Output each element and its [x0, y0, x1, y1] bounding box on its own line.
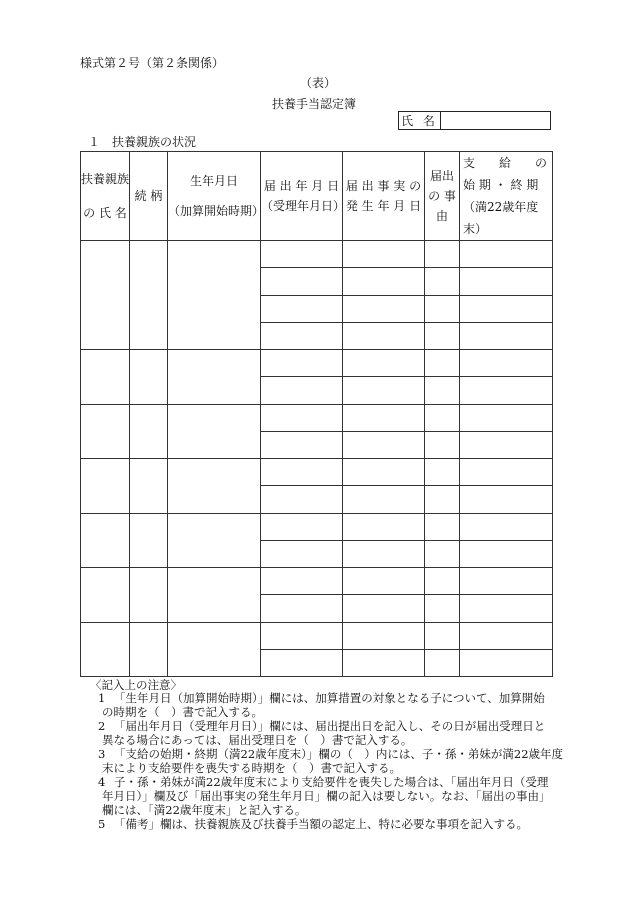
note-text-line: 年月日）」欄及び「届出事実の発生年月日」欄の記入は要しない。なお、「届出の事由」 — [102, 789, 551, 803]
period-cell[interactable] — [460, 459, 553, 486]
period-cell[interactable] — [460, 540, 553, 567]
event-date-cell[interactable] — [343, 486, 425, 513]
event-date-cell[interactable] — [343, 649, 425, 676]
header-report-date-line: 届 出 年 月 日 — [263, 179, 340, 193]
name-label: 氏 名 — [399, 112, 441, 129]
name-box — [398, 111, 551, 130]
report-date-cell[interactable] — [261, 350, 343, 377]
note-text-line: 子・孫・弟妹が満22歳年度末により支給要件を喪失した場合は、「届出年月日（受理 — [114, 775, 549, 789]
report-date-cell[interactable] — [261, 486, 343, 513]
relative-name-cell[interactable] — [81, 622, 130, 677]
relative-name-cell[interactable] — [81, 350, 130, 405]
report-date-cell[interactable] — [261, 377, 343, 404]
note-item — [98, 747, 564, 775]
reason-cell[interactable] — [425, 350, 460, 377]
event-date-cell[interactable] — [343, 268, 425, 295]
report-date-cell[interactable] — [261, 622, 343, 649]
header-reason-line: 届出 — [429, 169, 454, 183]
note-text-line: の時期を（ ）書で記入する。 — [102, 705, 263, 719]
header-period-line: （満22歳年度末） — [463, 200, 539, 236]
report-date-cell[interactable] — [261, 649, 343, 676]
report-date-cell[interactable] — [261, 404, 343, 431]
relationship-cell[interactable] — [130, 404, 168, 459]
note-number: 4 — [98, 775, 106, 789]
event-date-cell[interactable] — [343, 622, 425, 649]
note-text-line: 「生年月日（加算開始時期）」欄には、加算措置の対象となる子について、加算開始 — [114, 691, 545, 705]
period-cell[interactable] — [460, 513, 553, 540]
event-date-cell[interactable] — [343, 513, 425, 540]
birth-cell[interactable] — [168, 459, 261, 514]
note-text-line: 末により支給要件を喪失する時期を（ ）書で記入する。 — [102, 761, 401, 775]
note-number: 3 — [98, 747, 106, 761]
note-text-line: 「支給の始期・終期（満22歳年度末）」欄の（ ）内には、子・孫・弟妹が満22歳年度 — [114, 747, 564, 761]
event-date-cell[interactable] — [343, 295, 425, 322]
note-number: 1 — [98, 691, 106, 705]
table-row — [81, 241, 553, 268]
period-cell[interactable] — [460, 486, 553, 513]
form-side-label: （表） — [300, 76, 337, 90]
note-number: 5 — [98, 817, 106, 831]
period-cell[interactable] — [460, 377, 553, 404]
period-cell[interactable] — [460, 622, 553, 649]
event-date-cell[interactable] — [343, 459, 425, 486]
note-item — [98, 691, 548, 719]
header-period-line: 始 期 ・ 終 期 — [463, 178, 539, 192]
header-event-date-line: 届 出 事 実 の — [345, 179, 422, 193]
relative-name-cell[interactable] — [81, 513, 130, 568]
relationship-cell[interactable] — [130, 459, 168, 514]
period-cell[interactable] — [460, 295, 553, 322]
header-period — [460, 152, 553, 241]
header-relationship: 続 柄 — [130, 152, 168, 241]
event-date-cell[interactable] — [343, 350, 425, 377]
header-relative-name — [81, 152, 130, 241]
reason-cell[interactable] — [425, 431, 460, 458]
report-date-cell[interactable] — [261, 513, 343, 540]
period-cell[interactable] — [460, 322, 553, 349]
relationship-cell[interactable] — [130, 241, 168, 350]
header-reason-line: の 事 — [428, 189, 456, 203]
event-date-cell[interactable] — [343, 377, 425, 404]
header-report-date-line: （受理年月日） — [261, 199, 346, 213]
birth-cell[interactable] — [168, 404, 261, 459]
relative-name-cell[interactable] — [81, 568, 130, 623]
note-text-line: 異なる場合にあっては、届出受理日を（ ）書で記入する。 — [102, 733, 413, 747]
reason-cell[interactable] — [425, 540, 460, 567]
reason-cell[interactable] — [425, 241, 460, 268]
report-date-cell[interactable] — [261, 241, 343, 268]
event-date-cell[interactable] — [343, 431, 425, 458]
birth-cell[interactable] — [168, 350, 261, 405]
period-cell[interactable] — [460, 568, 553, 595]
table-row — [81, 459, 553, 486]
period-cell[interactable] — [460, 595, 553, 622]
reason-cell[interactable] — [425, 595, 460, 622]
header-reason — [425, 152, 460, 241]
report-date-cell[interactable] — [261, 295, 343, 322]
event-date-cell[interactable] — [343, 322, 425, 349]
note-text-line: 「備考」欄は、扶養親族及び扶養手当額の認定上、特に必要な事項を記入する。 — [114, 817, 528, 831]
reason-cell[interactable] — [425, 513, 460, 540]
name-field[interactable] — [441, 112, 550, 129]
reason-cell[interactable] — [425, 322, 460, 349]
page-title: 扶養手当認定簿 — [272, 97, 357, 111]
header-relative-name-line: 扶養親族 — [81, 172, 130, 186]
table-body — [81, 241, 553, 677]
report-date-cell[interactable] — [261, 431, 343, 458]
reason-cell[interactable] — [425, 404, 460, 431]
header-relative-name-line: の 氏 名 — [83, 206, 127, 220]
note-item — [98, 817, 548, 831]
header-row — [81, 152, 553, 241]
report-date-cell[interactable] — [261, 322, 343, 349]
note-number: 2 — [98, 719, 106, 733]
note-text-line: 「届出年月日（受理年月日）」欄には、届出提出日を記入し、その日が届出受理日と — [114, 719, 546, 733]
table-row — [81, 513, 553, 540]
period-cell[interactable] — [460, 649, 553, 676]
period-cell[interactable] — [460, 350, 553, 377]
birth-cell[interactable] — [168, 241, 261, 350]
reason-cell[interactable] — [425, 568, 460, 595]
report-date-cell[interactable] — [261, 268, 343, 295]
reason-cell[interactable] — [425, 377, 460, 404]
table-row — [81, 568, 553, 595]
report-date-cell[interactable] — [261, 540, 343, 567]
reason-cell[interactable] — [425, 622, 460, 649]
header-period-line: 支 給 の — [463, 156, 548, 170]
period-cell[interactable] — [460, 431, 553, 458]
relative-name-cell[interactable] — [81, 241, 130, 350]
report-date-cell[interactable] — [261, 459, 343, 486]
reason-cell[interactable] — [425, 459, 460, 486]
reason-cell[interactable] — [425, 268, 460, 295]
relationship-cell[interactable] — [130, 622, 168, 677]
birth-cell[interactable] — [168, 622, 261, 677]
notes-title: 〈記入上の注意〉 — [90, 678, 182, 692]
event-date-cell[interactable] — [343, 404, 425, 431]
header-birth-line: 生年月日 — [189, 174, 238, 188]
report-date-cell[interactable] — [261, 568, 343, 595]
reason-cell[interactable] — [425, 486, 460, 513]
note-item — [98, 719, 548, 747]
relative-name-cell[interactable] — [81, 404, 130, 459]
event-date-cell[interactable] — [343, 595, 425, 622]
header-event-date — [343, 152, 425, 241]
header-birth-line: （加算開始時期） — [168, 204, 265, 218]
period-cell[interactable] — [460, 241, 553, 268]
birth-cell[interactable] — [168, 513, 261, 568]
report-date-cell[interactable] — [261, 595, 343, 622]
reason-cell[interactable] — [425, 295, 460, 322]
event-date-cell[interactable] — [343, 540, 425, 567]
form-number: 様式第２号（第２条関係） — [80, 56, 225, 70]
period-cell[interactable] — [460, 268, 553, 295]
event-date-cell[interactable] — [343, 241, 425, 268]
table-row — [81, 404, 553, 431]
relationship-cell[interactable] — [130, 568, 168, 623]
event-date-cell[interactable] — [343, 568, 425, 595]
birth-cell[interactable] — [168, 568, 261, 623]
relative-name-cell[interactable] — [81, 459, 130, 514]
note-text-line: 欄には、「満22歳年度末」と記入する。 — [102, 803, 307, 817]
relationship-cell[interactable] — [130, 513, 168, 568]
header-birth — [168, 152, 265, 241]
header-reason-line: 由 — [435, 209, 448, 223]
note-item — [98, 775, 551, 817]
section-title: １ 扶養親族の状況 — [88, 135, 197, 149]
dependents-table — [80, 151, 553, 677]
relationship-cell[interactable] — [130, 350, 168, 405]
period-cell[interactable] — [460, 404, 553, 431]
table-row — [81, 350, 553, 377]
table-row — [81, 622, 553, 649]
header-report-date — [261, 152, 346, 241]
reason-cell[interactable] — [425, 649, 460, 676]
header-event-date-line: 発 生 年 月 日 — [345, 199, 422, 213]
